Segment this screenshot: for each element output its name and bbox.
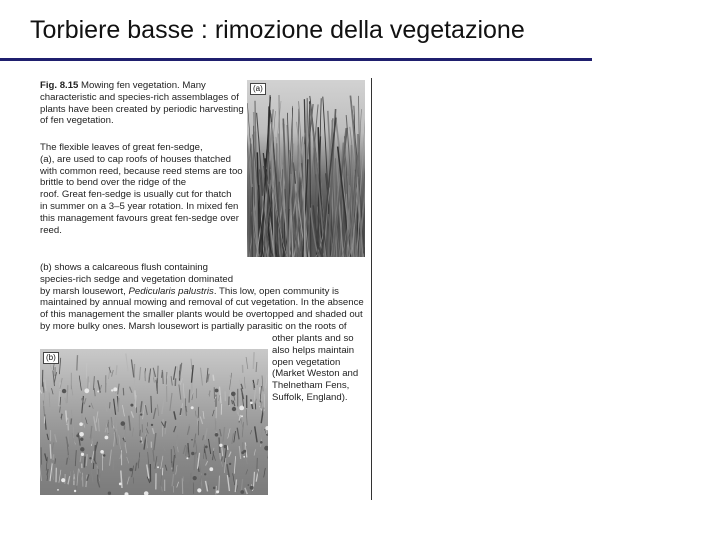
figure-label: Fig. 8.15 xyxy=(40,80,79,91)
caption-line: other plants and so xyxy=(272,333,354,344)
caption-paragraph-4 xyxy=(272,333,358,404)
photo-a-tag: (a) xyxy=(250,83,266,95)
caption-line: roof. Great fen-sedge is usually cut for thatch xyxy=(40,189,232,201)
caption-line: Thelnetham Fens, xyxy=(272,380,350,392)
caption-line: this management favours great fen-sedge over xyxy=(40,212,239,224)
meadow-illustration xyxy=(40,349,268,495)
caption-line: in summer on a 3–5 year rotation. In mixed fen xyxy=(40,200,239,212)
caption-line: characteristic and species-rich assemblages of xyxy=(40,91,239,103)
caption-line: by marsh lousewort, Pedicularis palustris. This low, open community is xyxy=(40,285,339,297)
caption-line: of this management the smaller plants would be overtopped and shaded out xyxy=(40,309,363,321)
caption-line: Mowing fen vegetation. Many xyxy=(78,80,206,91)
grass-illustration xyxy=(247,80,365,257)
caption-paragraph-2 xyxy=(40,142,243,236)
photo-b-tag: (b) xyxy=(43,352,59,364)
caption-paragraph-3 xyxy=(40,262,364,333)
slide-title: Torbiere basse : rimozione della vegetazione xyxy=(30,16,525,44)
caption-line: species-rich sedge and vegetation dominated xyxy=(40,273,234,285)
caption-line: with common reed, because reed stems are too xyxy=(40,165,243,177)
caption-line: (a), are used to cap roofs of houses thatched xyxy=(40,153,231,165)
caption-line: (b) shows a calcareous flush containing xyxy=(40,262,208,273)
photo-great-fen-sedge xyxy=(247,80,365,257)
caption-line: maintained by annual mowing and removal of cut vegetation. In the absence xyxy=(40,297,364,309)
title-underline xyxy=(0,58,592,61)
caption-line: reed. xyxy=(40,224,62,236)
species-name: Pedicularis palustris xyxy=(128,285,214,297)
caption-line: open vegetation xyxy=(272,356,341,368)
caption-line: of fen vegetation. xyxy=(40,115,114,127)
caption-line: brittle to bend over the ridge of the xyxy=(40,177,187,189)
column-divider xyxy=(371,78,372,500)
photo-calcareous-flush xyxy=(40,349,268,495)
caption-line: also helps maintain xyxy=(272,344,355,356)
caption-line: (Market Weston and xyxy=(272,368,359,380)
caption-paragraph-1 xyxy=(40,80,244,127)
caption-line: Suffolk, England). xyxy=(272,391,348,403)
caption-line: The flexible leaves of great fen-sedge, xyxy=(40,142,203,153)
caption-line: plants have been created by periodic harvesting xyxy=(40,103,244,115)
caption-line: by more bulky ones. Marsh lousewort is partially parasitic on the roots of xyxy=(40,320,347,332)
